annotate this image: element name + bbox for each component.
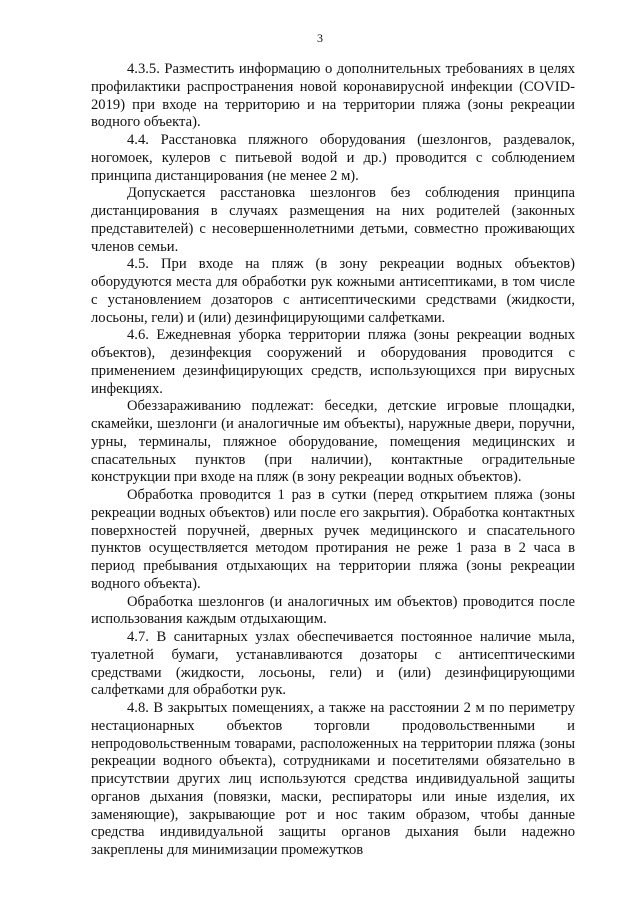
- page-number: 3: [317, 31, 323, 45]
- document-body: [91, 61, 575, 860]
- paragraph-4-6-disinfection-objects: Обеззараживанию подлежат: беседки, детские игровые площадки, скамейки, шезлонги (и аналогичные им объекты), наружные двери, поручни, урны, терминалы, пляжное оборудование, помещения медицинских и спасательных пунктов (при наличии), контактные оградительные конструкции при входе на пляж (в зону рекреации водных объектов).: [91, 398, 575, 486]
- paragraph-4-7: 4.7. В санитарных узлах обеспечивается постоянное наличие мыла, туалетной бумаги, устанавливаются дозаторы с антисептическими средствами (жидкости, лосьоны, гели) и (или) дезинфицирующими салфетками для обработки рук.: [91, 629, 575, 699]
- paragraph-4-6-processing-frequency: Обработка проводится 1 раз в сутки (перед открытием пляжа (зоны рекреации водных объектов) или после его закрытия). Обработка контактных поверхностей поручней, дверных ручек медицинского и спасательного пунктов осуществляется методом протирания не реже 1 раза в 2 часа в период пребывания отдыхающих на территории пляжа (зоны рекреации водного объекта).: [91, 487, 575, 592]
- paragraph-4-8: 4.8. В закрытых помещениях, а также на расстоянии 2 м по периметру нестационарных объектов торговли продовольственными и непродовольственным товарами, расположенных на территории пляжа (зоны рекреации водного объекта), сотрудниками и посетителями обязательно в присутствии других лиц используются средства индивидуальной защиты органов дыхания (повязки, маски, респираторы или иные изделия, их заменяющие), закрывающие рот и нос таким образом, чтобы данные средства индивидуальной защиты органов дыхания были надежно закреплены для минимизации промежутков: [91, 700, 575, 858]
- paragraph-4-6-sunbed-processing: Обработка шезлонгов (и аналогичных им объектов) проводится после использования каждым отдыхающим.: [91, 593, 575, 628]
- paragraph-4-4: 4.4. Расстановка пляжного оборудования (шезлонгов, раздевалок, ногомоек, кулеров с питьевой водой и др.) проводится с соблюдением принципа дистанцирования (не менее 2 м).: [91, 132, 575, 184]
- paragraph-4-6: 4.6. Ежедневная уборка территории пляжа (зоны рекреации водных объектов), дезинфекция сооружений и оборудования проводится с применением дезинфицирующих средств, использующихся при вирусных инфекциях.: [91, 327, 575, 397]
- paragraph-4-3-5: 4.3.5. Разместить информацию о дополнительных требованиях в целях профилактики распространения новой коронавирусной инфекции (COVID-2019) при входе на территорию и на территории пляжа (зоны рекреации водного объекта).: [91, 61, 575, 131]
- paragraph-4-4-distancing-exception: Допускается расстановка шезлонгов без соблюдения принципа дистанцирования в случаях размещения на них родителей (законных представителей) с несовершеннолетними детьми, совместно проживающих членов семьи.: [91, 185, 575, 255]
- paragraph-4-5: 4.5. При входе на пляж (в зону рекреации водных объектов) оборудуются места для обработки рук кожными антисептиками, в том числе с установлением дозаторов с антисептическими средствами (жидкости, лосьоны, гели) и (или) дезинфицирующими салфетками.: [91, 256, 575, 326]
